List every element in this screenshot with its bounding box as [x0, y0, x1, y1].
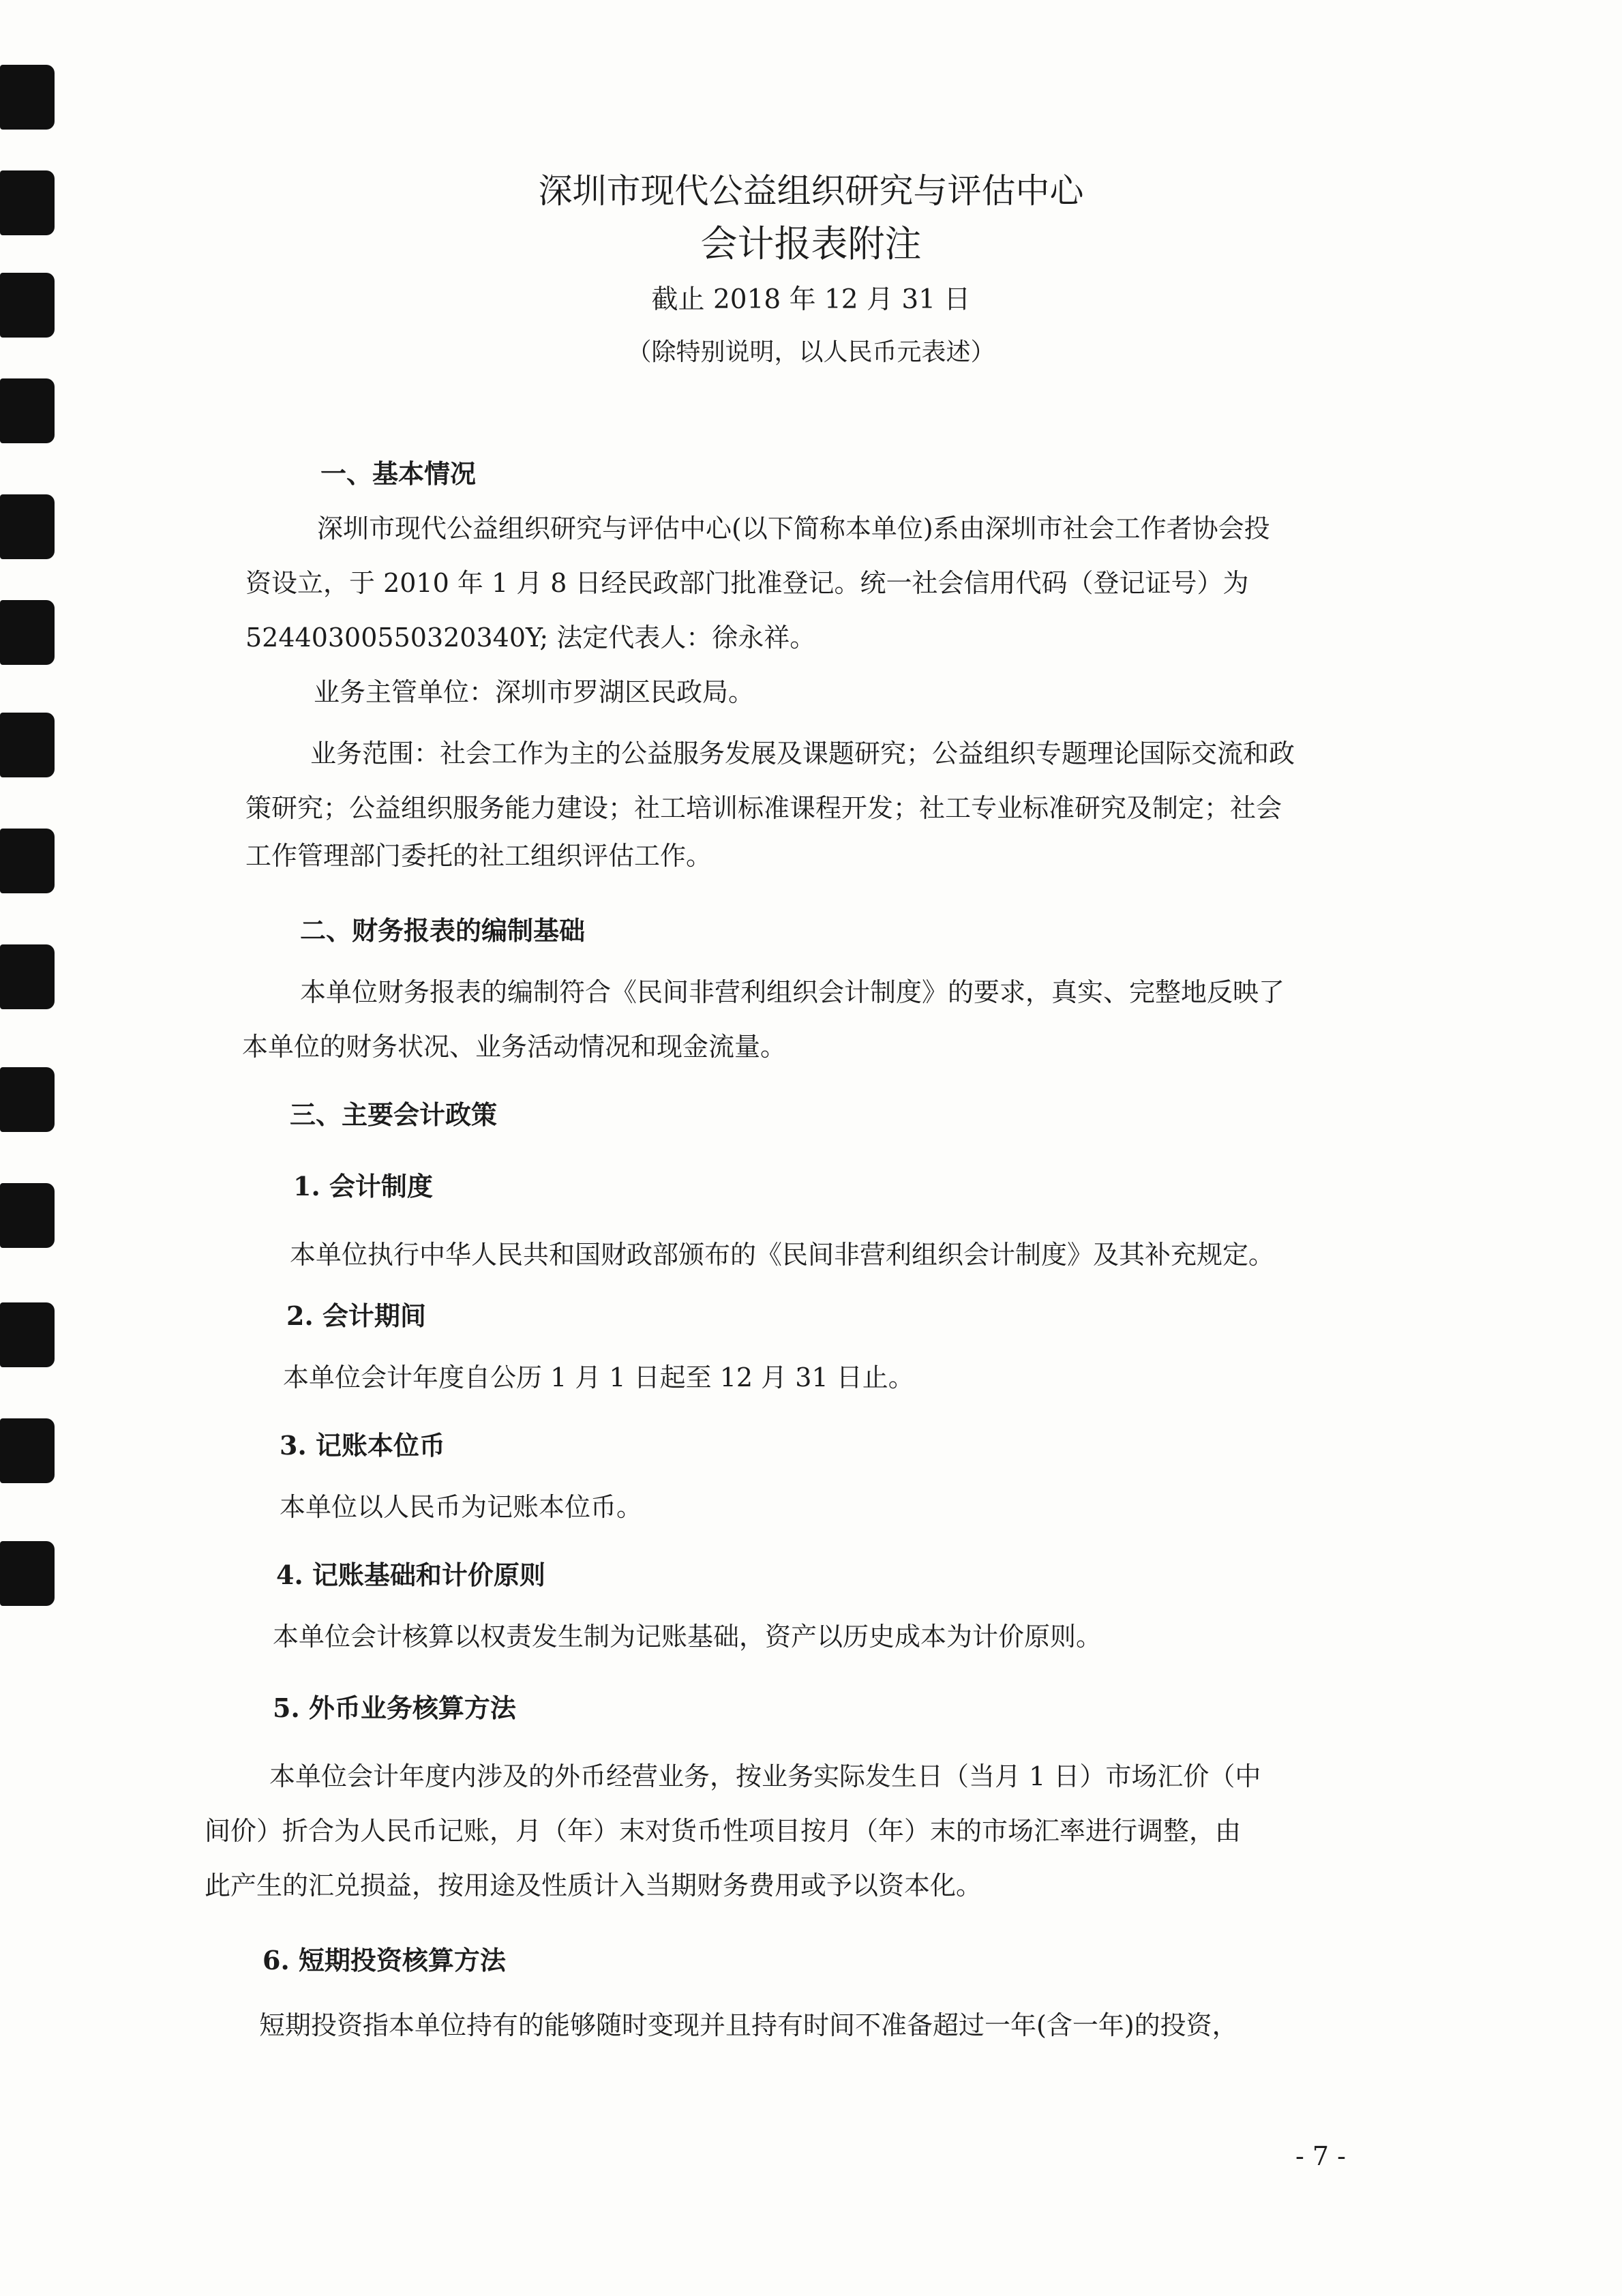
section3-heading: 三、主要会计政策: [290, 1099, 498, 1130]
item4-heading: 4. 记账基础和计价原则: [276, 1560, 545, 1590]
item3-heading: 3. 记账本位币: [280, 1430, 445, 1461]
binding-hole: [0, 378, 55, 443]
binding-hole: [0, 65, 55, 130]
item1-text: 本单位执行中华人民共和国财政部颁布的《民间非营利组织会计制度》及其补充规定。: [290, 1240, 1275, 1270]
item5-heading: 5. 外币业务核算方法: [273, 1693, 516, 1723]
item6-text-line: 短期投资指本单位持有的能够随时变现并且持有时间不准备超过一年(含一年)的投资，: [259, 2010, 1238, 2040]
section1-paragraph1-line: 深圳市现代公益组织研究与评估中心(以下简称本单位)系由深圳市社会工作者协会投: [317, 513, 1270, 543]
item4-text: 本单位会计核算以权责发生制为记账基础，资产以历史成本为计价原则。: [273, 1622, 1102, 1652]
binding-hole: [0, 1067, 55, 1132]
binding-hole: [0, 494, 55, 559]
item5-text-line: 此产生的汇兑损益，按用途及性质计入当期财务费用或予以资本化。: [205, 1870, 982, 1900]
item2-heading: 2. 会计期间: [286, 1300, 426, 1331]
section2-paragraph-line: 本单位财务报表的编制符合《民间非营利组织会计制度》的要求，真实、完整地反映了: [300, 977, 1285, 1007]
currency-note: （除特别说明，以人民币元表述）: [627, 338, 995, 366]
binding-hole: [0, 1183, 55, 1248]
org-title: 深圳市现代公益组织研究与评估中心: [538, 171, 1084, 211]
item1-heading: 1. 会计制度: [293, 1171, 433, 1202]
binding-hole: [0, 1541, 55, 1606]
item5-text-line: 本单位会计年度内涉及的外币经营业务，按业务实际发生日（当月 1 日）市场汇价（中: [269, 1761, 1261, 1791]
section1-paragraph1-line: 资设立，于 2010 年 1 月 8 日经民政部门批准登记。统一社会信用代码（登记证号）为: [245, 568, 1249, 598]
item5-text-line: 间价）折合为人民币记账，月（年）末对货币性项目按月（年）末的市场汇率进行调整，由: [205, 1816, 1242, 1846]
binding-hole: [0, 944, 55, 1009]
section1-paragraph2: 业务主管单位：深圳市罗湖区民政局。: [314, 677, 755, 707]
item3-text: 本单位以人民币为记账本位币。: [280, 1492, 643, 1522]
binding-hole: [0, 600, 55, 665]
binding-hole: [0, 713, 55, 777]
binding-hole: [0, 1302, 55, 1367]
binding-hole: [0, 1418, 55, 1483]
date-line: 截止 2018 年 12 月 31 日: [651, 284, 971, 315]
section1-paragraph3-line: 工作管理部门委托的社工组织评估工作。: [245, 841, 712, 871]
item6-heading: 6. 短期投资核算方法: [262, 1945, 506, 1976]
section1-paragraph3-line: 业务范围：社会工作为主的公益服务发展及课题研究；公益组织专题理论国际交流和政: [310, 739, 1295, 769]
section1-paragraph1-line: 52440300550320340Y; 法定代表人：徐永祥。: [245, 623, 816, 653]
section1-paragraph3-line: 策研究；公益组织服务能力建设；社工培训标准课程开发；社工专业标准研究及制定；社会: [245, 793, 1282, 823]
section2-paragraph-line: 本单位的财务状况、业务活动情况和现金流量。: [242, 1032, 787, 1062]
item2-text: 本单位会计年度自公历 1 月 1 日起至 12 月 31 日止。: [283, 1362, 914, 1392]
section1-heading: 一、基本情况: [320, 458, 477, 489]
page-number: - 7 -: [1295, 2141, 1347, 2171]
binding-hole: [0, 829, 55, 893]
section2-heading: 二、财务报表的编制基础: [300, 915, 586, 946]
doc-title: 会计报表附注: [700, 222, 922, 265]
